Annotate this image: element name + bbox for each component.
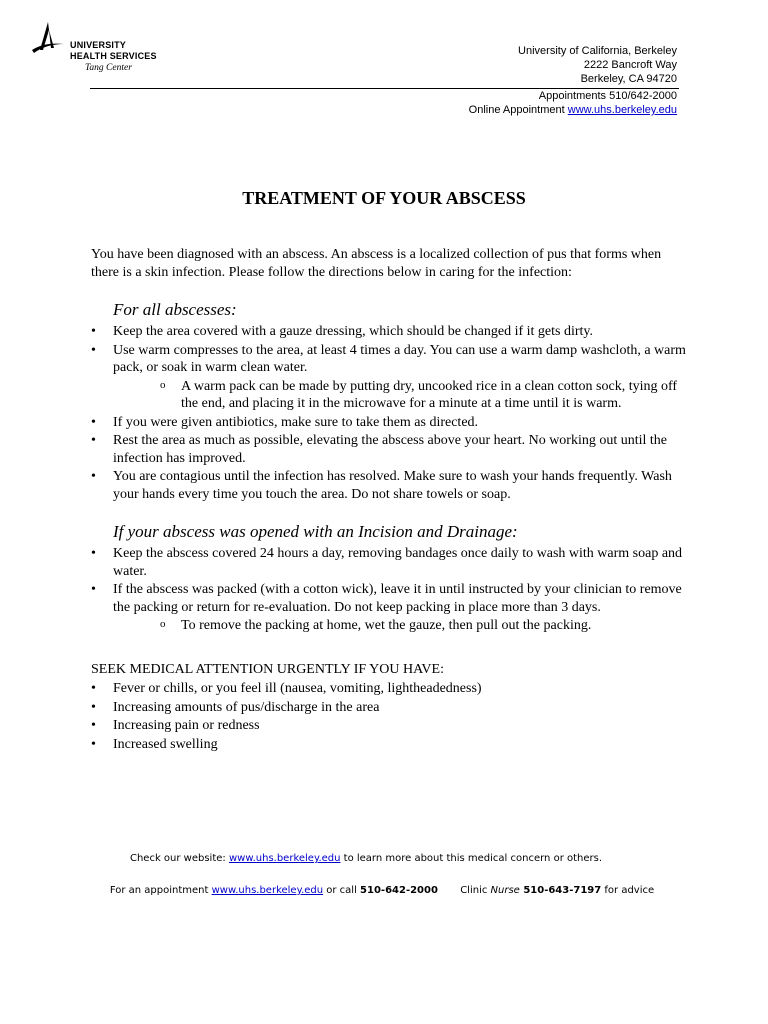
list-item: • Increasing pain or redness	[91, 717, 691, 735]
list-item: • Fever or chills, or you feel ill (nausea, vomiting, lightheadedness)	[91, 680, 691, 698]
footer-phone: 510-642-2000	[360, 885, 438, 896]
warm-pack-sublist	[91, 378, 691, 413]
logo-university-text: UNIVERSITY	[70, 40, 127, 50]
online-appointment-link[interactable]: www.uhs.berkeley.edu	[567, 104, 677, 116]
list-item: • Increased swelling	[91, 736, 691, 754]
logo-tang-center-text: Tang Center	[85, 63, 132, 73]
section-heading-all-abscesses: For all abscesses:	[113, 300, 237, 319]
uhs-logo	[28, 20, 178, 80]
address-block	[518, 44, 677, 86]
online-appointment	[469, 103, 677, 117]
section-heading-incision-drainage: If your abscess was opened with an Incision and Drainage:	[113, 522, 518, 541]
logo-health-services-text: HEALTH SERVICES	[70, 51, 157, 61]
list-item: • Rest the area as much as possible, elevating the abscess above your heart. No working out until the infection has improved.	[91, 432, 691, 467]
uhs-logo-icon	[28, 20, 68, 60]
seek-attention-list	[91, 680, 691, 753]
footer-appointment-link[interactable]: www.uhs.berkeley.edu	[211, 885, 324, 896]
list-item: • You are contagious until the infection has resolved. Make sure to wash your hands frequently. Wash your hands every time you touch the area. Do not share towels or soap.	[91, 468, 691, 503]
list-item: • If the abscess was packed (with a cotton wick), leave it in until instructed by your clinician to remove the packing or return for re-evaluation. Do not keep packing in place more than 3 days.	[91, 581, 691, 616]
footer-website-link[interactable]: www.uhs.berkeley.edu	[228, 853, 341, 864]
list-item: • Keep the area covered with a gauze dressing, which should be changed if it gets dirty.	[91, 323, 691, 341]
footer-website-post: to learn more about this medical concern or others.	[340, 853, 603, 864]
document-body	[91, 246, 691, 754]
sub-list-item: o To remove the packing at home, wet the gauze, then pull out the packing.	[91, 617, 691, 635]
online-appointment-label: Online Appointment	[468, 104, 568, 116]
list-item: • If you were given antibiotics, make sure to take them as directed.	[91, 414, 691, 432]
section-heading-seek-attention: SEEK MEDICAL ATTENTION URGENTLY IF YOU HAVE:	[91, 661, 444, 677]
footer-nurse-text: Nurse	[490, 885, 520, 896]
list-item: • Increasing amounts of pus/discharge in the area	[91, 699, 691, 717]
list-item: • Keep the abscess covered 24 hours a day, removing bandages once daily to wash with warm soap and water.	[91, 545, 691, 580]
footer-call-text: or call	[323, 885, 361, 896]
address-line: 2222 Bancroft Way	[583, 59, 677, 71]
all-abscesses-list	[91, 323, 691, 377]
page-title: TREATMENT OF YOUR ABSCESS	[242, 188, 526, 208]
packing-sublist	[91, 617, 691, 635]
address-line: University of California, Berkeley	[518, 45, 677, 57]
appointment-info	[469, 89, 677, 117]
sub-list-item: o A warm pack can be made by putting dry, uncooked rice in a clean cotton sock, tying off the end, and placing it in the microwave for a minute at a time until it is warm.	[91, 378, 691, 413]
footer-nurse-phone: 510-643-7197	[519, 885, 602, 896]
list-item: • Use warm compresses to the area, at least 4 times a day. You can use a warm damp washcloth, a warm pack, or soak in warm clean water.	[91, 342, 691, 377]
address-line: Berkeley, CA 94720	[580, 73, 677, 85]
appointments-phone: Appointments 510/642-2000	[538, 90, 677, 102]
all-abscesses-list-continued	[91, 414, 691, 504]
footer-appointment-pre: For an appointment	[109, 885, 212, 896]
footer-appointment-line	[0, 885, 766, 896]
footer-website-line	[0, 853, 750, 864]
intro-paragraph: You have been diagnosed with an abscess. An abscess is a localized collection of pus that forms when there is a skin infection. Please follow the directions below in caring for the infection:	[91, 247, 662, 280]
incision-drainage-list	[91, 545, 691, 616]
footer-advice-text: for advice	[601, 885, 655, 896]
footer-clinic-text: Clinic	[460, 885, 491, 896]
footer-website-pre: Check our website:	[129, 853, 229, 864]
